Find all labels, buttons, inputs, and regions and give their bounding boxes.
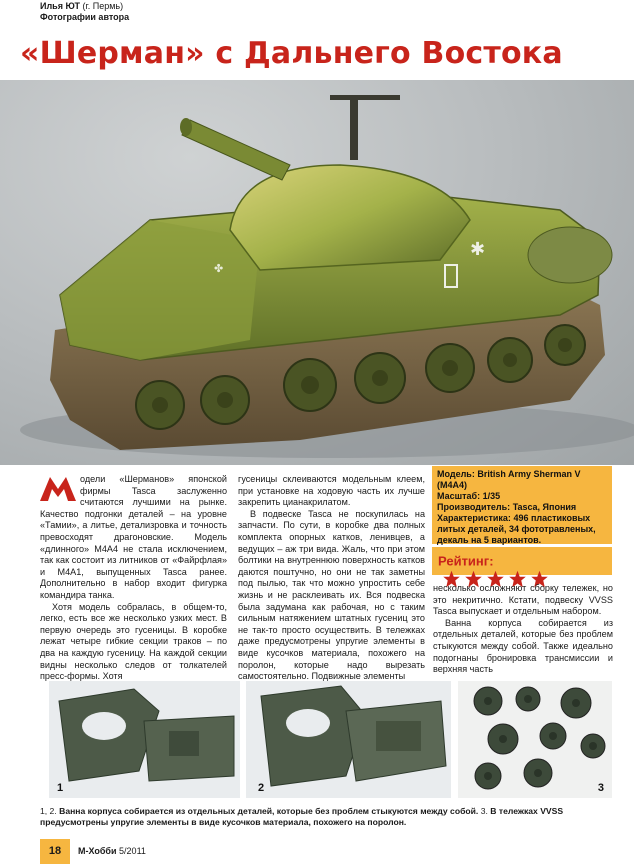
paragraph: Хотя модель собралась, в общем-то, легко, есть все же несколько узких мест. В первую очередь это гусеницы. В коробке лежат четыре гибкие секции траков – по два на каждую гусеницу. На каждой секции видны несколько следов от толкателей пресс-формы. Хотя (40, 601, 227, 682)
photo-number: 2 (258, 782, 265, 794)
rating-label: Рейтинг: (438, 553, 494, 569)
svg-text:✱: ✱ (470, 239, 486, 260)
spec-model: Модель: British Army Sherman V (M4A4) (437, 469, 581, 490)
author-line (40, 1, 123, 11)
dropcap-m-icon (40, 475, 76, 501)
photo-hull-parts-2 (246, 681, 451, 798)
photo-hull-parts-1 (49, 681, 240, 798)
paragraph: В подвеске Tasca не поскупилась на запчасти. По сути, в коробке два полных комплекта опорных катков, ленивцев, а ведущих – аж три вида. Жаль, что при этом болтики на внутреннюю поверхность катков даются поштучно, но они не так заметны под пылью, так что можно упростить себе жизнь и не расклеивать их. Вся подвеска была задумана как рабочая, но с таким сильным натяжением штатных гусениц это не так-то просто осуществить. В тележках даже предусмотрены упругие элементы в виде кусочков материала, похожего на поролон, которые надо вырезать самостоятельно. Подвижные элементы (238, 508, 425, 682)
author-name: Илья ЮТ (40, 1, 81, 11)
bogie-parts-illustration (458, 681, 612, 798)
magazine-issue: М-Хобби 5/2011 (78, 846, 146, 856)
hull-parts-illustration (49, 681, 240, 798)
paragraph: Ванна корпуса собирается из отдельных деталей, которые без проблем стыкуются между собой. Также идеально подогнаны бронировка трансмиссии и верхняя часть (433, 617, 613, 675)
photo-caption: 1, 2. Ванна корпуса собирается из отдельных деталей, которые без проблем стыкуются между собой. 3. В тележках VVSS предусмотрены упругие элементы в виде кусочков материала, похожего на поролон. (40, 806, 564, 827)
tank-illustration (0, 80, 634, 465)
photo-bogies (458, 681, 612, 798)
photo-number: 1 (57, 782, 64, 794)
hull-assembly-illustration (246, 681, 451, 798)
rating-box (432, 545, 612, 575)
photo-credit: Фотографии автора (40, 12, 130, 22)
svg-text:✤: ✤ (214, 262, 224, 275)
spec-scale: Масштаб: 1/35 (437, 491, 501, 501)
spec-maker: Производитель: Tasca, Япония (437, 502, 577, 512)
article-title: «Шерман» с Дальнего Востока (20, 36, 563, 71)
paragraph: гусеницы склеиваются модельным клеем, при установке на ходовую часть их лучше закрепить цианакрилатом. (238, 474, 425, 508)
text-column-1 (40, 474, 227, 683)
spec-box (432, 466, 612, 544)
photo-number: 3 (597, 782, 604, 794)
spec-details: Характеристика: 496 пластиковых литых деталей, 34 фототравленых, декаль на 5 вариантов. (437, 513, 596, 545)
paragraph: одели «Шерманов» японской фирмы Tasca заслуженно считаются лучшими на рынке. Качество подгонки деталей – на уровне «Тамии», а литье, детализровка и точность превосходят драгоновские. Модель «длинного» M4A4 не стала исключением, так как состоит из литников от «Файрфлая» и M4A1, выпущенных Tasca ранее. Дополнительно в набор входит фигурка командира танка. (40, 474, 227, 600)
author-city: (г. Пермь) (82, 1, 124, 11)
text-column-3 (433, 583, 613, 676)
hero-tank-photo (0, 80, 634, 465)
page-number: 18 (40, 839, 70, 864)
paragraph: несколько осложняют сборку тележек, но это некритично. Кстати, подвеску VVSS Tasca выпускает и отдельным набором. (433, 583, 613, 617)
text-column-2 (238, 474, 425, 683)
